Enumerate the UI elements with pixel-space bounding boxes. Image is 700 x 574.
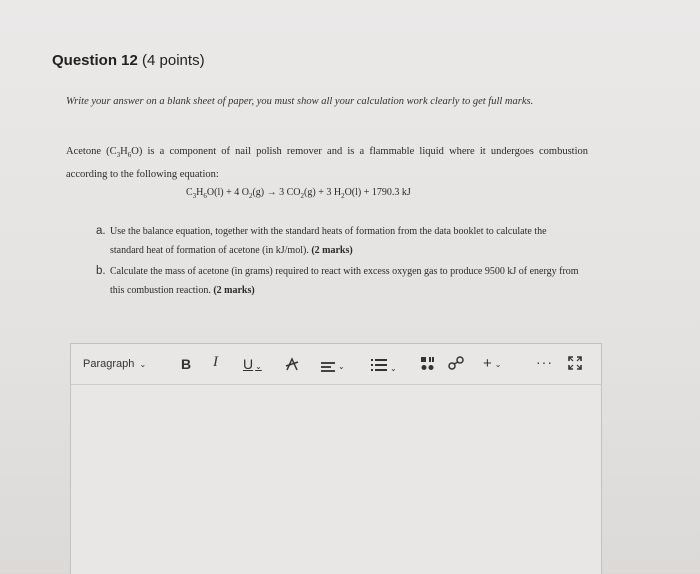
question-header xyxy=(52,52,205,69)
media-icon xyxy=(421,357,435,371)
insert-media-button[interactable] xyxy=(421,357,435,374)
instructions: Write your answer on a blank sheet of paper, you must show all your calculation work clearly to get full marks. xyxy=(66,96,534,107)
fullscreen-button[interactable] xyxy=(568,356,582,373)
text-color-button[interactable] xyxy=(284,356,300,375)
underline-button[interactable] xyxy=(243,356,262,372)
more-options-button[interactable]: ··· xyxy=(536,354,553,370)
underline-label: U xyxy=(243,356,254,372)
answer-editor xyxy=(70,343,602,574)
editor-toolbar xyxy=(71,344,601,385)
part-text: Calculate the mass of acetone (in grams) required to react with excess oxygen gas to produce 9500 kJ of energy from this combustion reaction. xyxy=(110,266,579,296)
combustion-equation: $C_3H_6O(l) + 4$ $O_2(g) \to 3$ $CO_2(g) + 3$ $H_2O(l) + 1790.3$ kJ xyxy=(186,187,411,200)
question-part-b xyxy=(96,262,582,300)
question-points: (4 points) xyxy=(142,52,205,69)
part-marks: (2 marks) xyxy=(213,285,255,296)
insert-dropdown[interactable] xyxy=(483,355,501,372)
part-letter: a. xyxy=(96,225,106,237)
align-icon xyxy=(321,360,335,374)
link-icon xyxy=(448,356,464,370)
italic-button[interactable]: I xyxy=(213,354,218,370)
insert-link-button[interactable] xyxy=(448,356,464,373)
answer-text-area[interactable] xyxy=(71,385,601,574)
chevron-down-icon: ⌄ xyxy=(494,359,502,369)
paragraph-style-label: Paragraph xyxy=(83,358,135,370)
expand-icon xyxy=(568,356,582,370)
question-title: Question 12 xyxy=(52,52,138,69)
paragraph-style-dropdown[interactable] xyxy=(83,358,146,370)
part-letter: b. xyxy=(96,265,106,277)
list-dropdown[interactable] xyxy=(371,358,397,375)
list-icon xyxy=(371,358,387,372)
question-parts xyxy=(96,222,582,302)
part-marks: (2 marks) xyxy=(311,245,353,256)
bold-button[interactable]: B xyxy=(181,356,192,372)
align-dropdown[interactable] xyxy=(321,358,345,374)
chevron-down-icon: ⌄ xyxy=(390,364,397,374)
question-part-a xyxy=(96,222,582,260)
chevron-down-icon: ⌄ xyxy=(338,362,345,372)
chevron-down-icon: ⌄ xyxy=(139,360,147,369)
text-color-icon xyxy=(284,356,300,372)
plus-icon: + xyxy=(483,355,492,372)
chevron-down-icon: ⌄ xyxy=(255,362,262,371)
intro-paragraph: Acetone $(C_3H_6O)$ is a component of nail polish remover and is a flammable liquid where it undergoes combustion according to the following equation: xyxy=(66,146,588,180)
part-text: Use the balance equation, together with the standard heats of formation from the data booklet to calculate the standard heat of formation of acetone (in kJ/mol). xyxy=(110,226,547,256)
